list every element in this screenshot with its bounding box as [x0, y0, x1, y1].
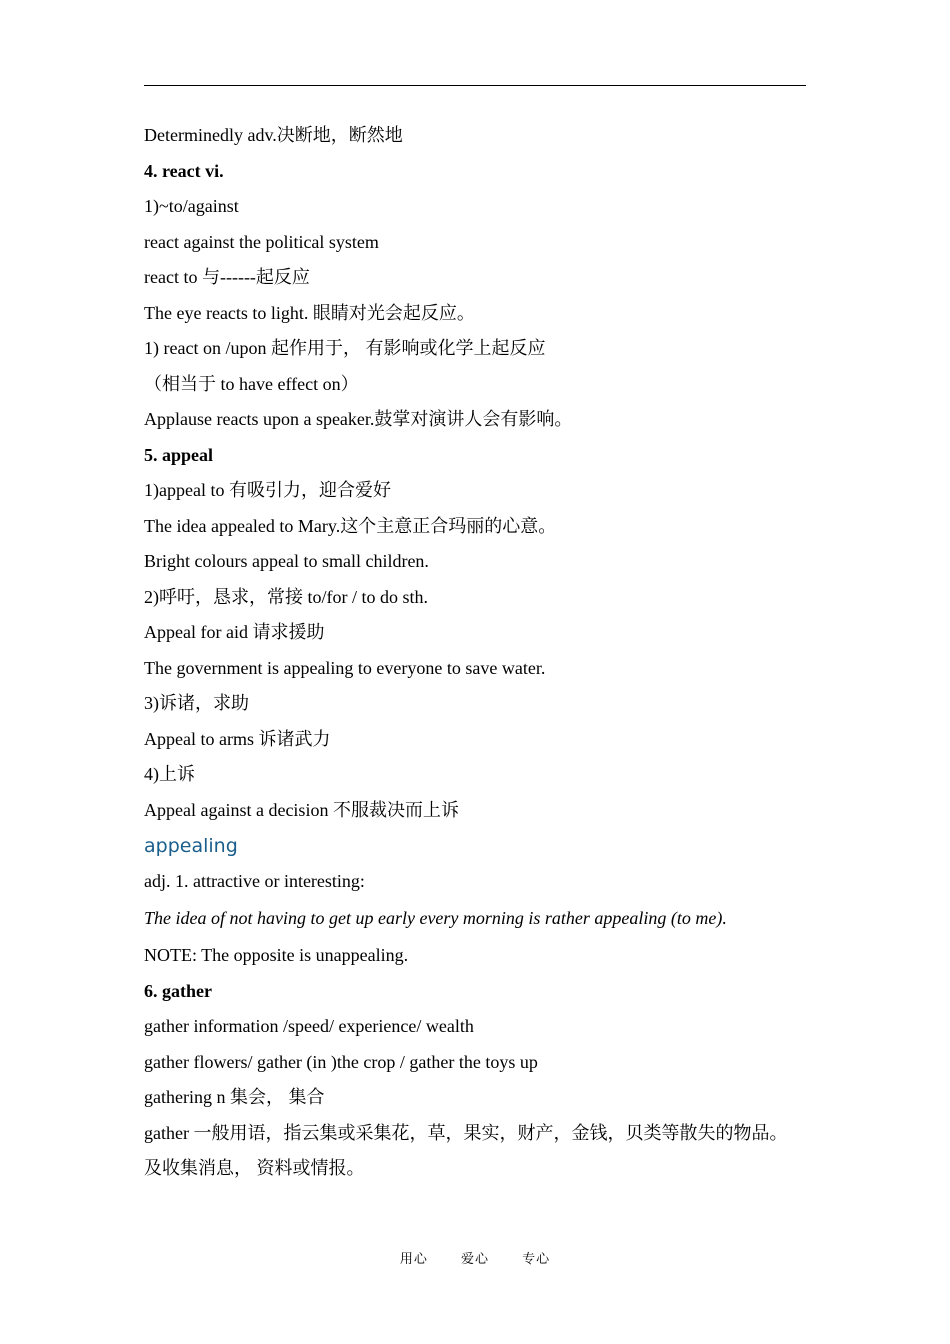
text-line: 4)上诉 [144, 764, 195, 784]
text-line: gathering n 集会， 集合 [144, 1087, 325, 1107]
text-line: 及收集消息， 资料或情报。 [144, 1158, 365, 1178]
text-line: 1)appeal to 有吸引力，迎合爱好 [144, 480, 391, 500]
page-footer [0, 1248, 950, 1267]
header-rule [144, 85, 806, 86]
text-line: gather flowers/ gather (in )the crop / gather the toys up [144, 1051, 538, 1072]
example-sentence: The idea of not having to get up early every morning is rather appealing (to me). [144, 907, 727, 928]
text-line: Appeal to arms 诉诸武力 [144, 728, 331, 749]
dictionary-headword: appealing [144, 835, 238, 857]
text-line: 2)呼吁，恳求，常接 to/for / to do sth. [144, 586, 428, 607]
footer-item: 专心 [522, 1252, 551, 1267]
section-heading: 5. appeal [144, 444, 214, 465]
text-line: 3)诉诸，求助 [144, 693, 249, 713]
text-line: Applause reacts upon a speaker.鼓掌对演讲人会有影响。 [144, 409, 573, 429]
text-line: 1)~to/against [144, 196, 239, 216]
text-line: The eye reacts to light. 眼睛对光会起反应。 [144, 302, 475, 323]
text-line: NOTE: The opposite is unappealing. [144, 944, 409, 965]
text-line: gather 一般用语，指云集或采集花，草，果实，财产，金钱，贝类等散失的物品。 [144, 1122, 788, 1143]
text-line: The idea appealed to Mary.这个主意正合玛丽的心意。 [144, 515, 557, 536]
text-line: adj. 1. attractive or interesting: [144, 871, 365, 891]
text-line: gather information /speed/ experience/ wealth [144, 1016, 474, 1036]
footer-item: 爱心 [460, 1252, 489, 1267]
text-line: Determinedly adv.决断地，断然地 [144, 125, 403, 145]
document-body [144, 118, 824, 1187]
section-heading: 6. gather [144, 980, 212, 1001]
text-line: Appeal against a decision 不服裁决而上诉 [144, 799, 459, 820]
text-line: （相当于 to have effect on） [144, 373, 359, 394]
text-line: Appeal for aid 请求援助 [144, 622, 325, 642]
section-heading: 4. react vi. [144, 160, 224, 181]
text-line: Bright colours appeal to small children. [144, 551, 429, 571]
text-line: The government is appealing to everyone to save water. [144, 657, 546, 678]
text-line: react against the political system [144, 231, 379, 252]
footer-item: 用心 [399, 1252, 428, 1267]
text-line: react to 与------起反应 [144, 267, 310, 287]
text-line: 1) react on /upon 起作用于， 有影响或化学上起反应 [144, 338, 546, 358]
